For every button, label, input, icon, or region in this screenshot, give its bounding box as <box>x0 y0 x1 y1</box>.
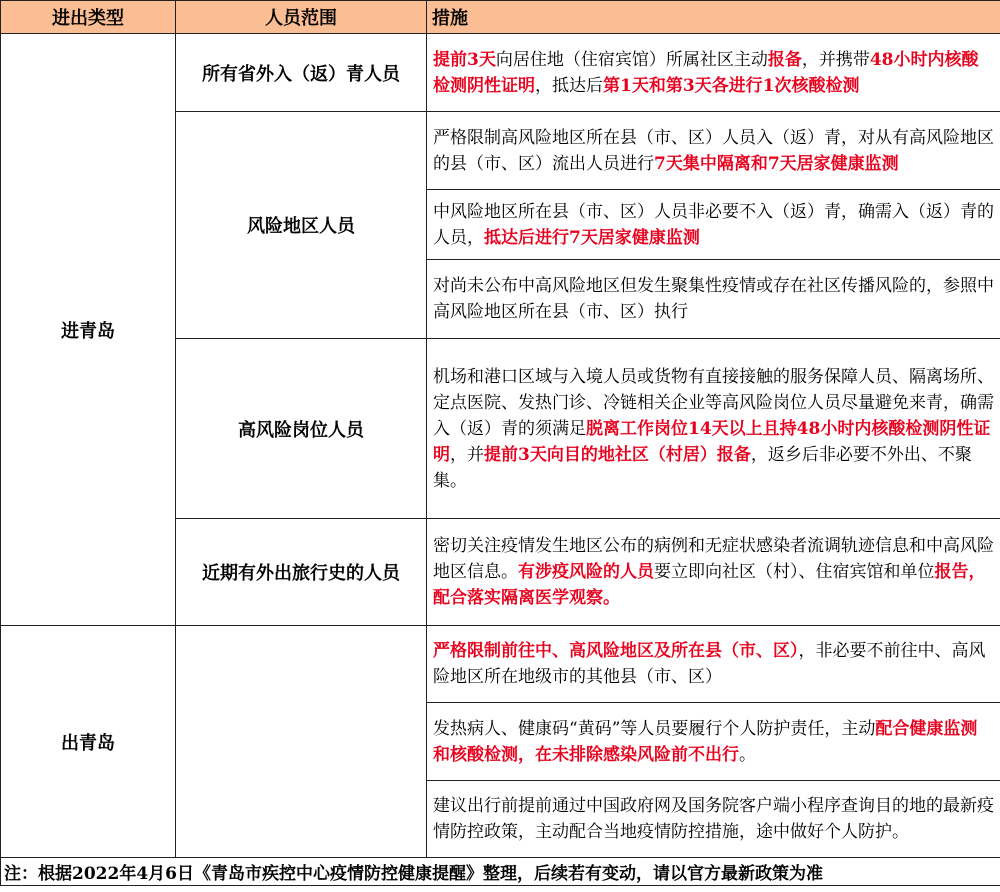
header-range: 人员范围 <box>176 1 427 34</box>
range-high-risk-post: 高风险岗位人员 <box>176 339 427 519</box>
range-exit <box>176 626 427 858</box>
header-type: 进出类型 <box>1 1 176 34</box>
table-row <box>1 34 1000 112</box>
range-risk-area: 风险地区人员 <box>176 112 427 339</box>
measure-exit-health: 发热病人、健康码“黄码”等人员要履行个人防护责任，主动配合健康监测和核酸检测，在未排除感染风险前不出行。 <box>427 703 1000 781</box>
measure-unpublished-risk: 对尚未公布中高风险地区但发生聚集性疫情或存在社区传播风险的，参照中高风险地区所在县（市、区）执行 <box>427 260 1000 339</box>
measure-high-risk-post: 机场和港口区域与入境人员或货物有直接接触的服务保障人员、隔离场所、定点医院、发热门诊、冷链相关企业等高风险岗位人员尽量避免来青，确需入（返）青的须满足脱离工作岗位14天以上且持48小时内核酸检测阴性证明，并提前3天向目的地社区（村居）报备，返乡后非必要不外出、不聚集。 <box>427 339 1000 519</box>
measure-travel-history: 密切关注疫情发生地区公布的病例和无症状感染者流调轨迹信息和中高风险地区信息。有涉疫风险的人员要立即向社区（村）、住宿宾馆和单位报告，配合落实隔离医学观察。 <box>427 519 1000 626</box>
header-measure: 措施 <box>427 1 1000 34</box>
type-enter-qingdao: 进青岛 <box>1 34 176 626</box>
range-travel-history: 近期有外出旅行史的人员 <box>176 519 427 626</box>
measure-high-risk-area: 严格限制高风险地区所在县（市、区）人员入（返）青，对从有高风险地区的县（市、区）流出人员进行7天集中隔离和7天居家健康监测 <box>427 112 1000 190</box>
type-exit-qingdao: 出青岛 <box>1 626 176 858</box>
note-row <box>1 858 1000 886</box>
range-out-of-province: 所有省外入（返）青人员 <box>176 34 427 112</box>
table-row <box>1 626 1000 703</box>
measure-medium-risk-area: 中风险地区所在县（市、区）人员非必要不入（返）青，确需入（返）青的人员，抵达后进行7天居家健康监测 <box>427 190 1000 260</box>
measure-exit-advice: 建议出行前提前通过中国政府网及国务院客户端小程序查询目的地的最新疫情防控政策，主动配合当地疫情防控措施，途中做好个人防护。 <box>427 781 1000 858</box>
measure-exit-restrict: 严格限制前往中、高风险地区及所在县（市、区），非必要不前往中、高风险地区所在地级市的其他县（市、区） <box>427 626 1000 703</box>
measure-out-of-province: 提前3天向居住地（住宿宾馆）所属社区主动报备，并携带48小时内核酸检测阴性证明，抵达后第1天和第3天各进行1次核酸检测 <box>427 34 1000 112</box>
header-row <box>1 1 1000 34</box>
footnote: 注：根据2022年4月6日《青岛市疾控中心疫情防控健康提醒》整理，后续若有变动，请以官方最新政策为准 <box>1 858 1000 886</box>
